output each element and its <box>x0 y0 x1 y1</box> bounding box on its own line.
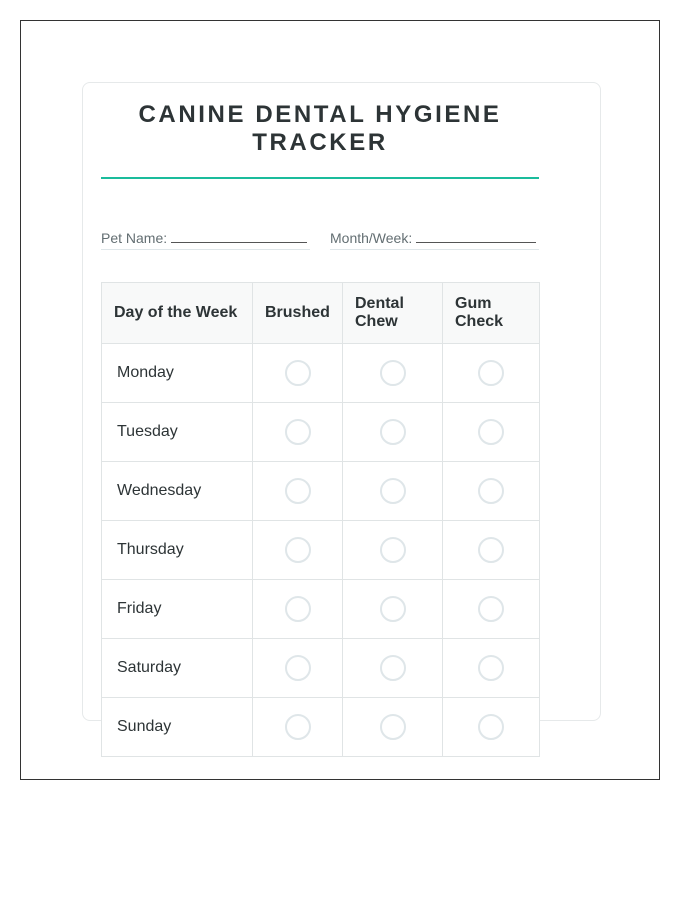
month-week-field[interactable] <box>330 228 539 250</box>
brushed-checkbox[interactable] <box>285 478 311 504</box>
brushed-cell <box>253 344 343 403</box>
gum-check-checkbox[interactable] <box>478 596 504 622</box>
header-brushed: Brushed <box>253 283 343 344</box>
gum-check-checkbox[interactable] <box>478 478 504 504</box>
dental-chew-cell <box>343 698 443 757</box>
dental-chew-cell <box>343 403 443 462</box>
day-label: Sunday <box>102 698 253 757</box>
gum-check-checkbox[interactable] <box>478 537 504 563</box>
tracker-table <box>101 282 540 757</box>
brushed-checkbox[interactable] <box>285 419 311 445</box>
dental-chew-checkbox[interactable] <box>380 655 406 681</box>
gum-check-cell <box>443 698 540 757</box>
dental-chew-cell <box>343 580 443 639</box>
header-gum-check: Gum Check <box>443 283 540 344</box>
brushed-checkbox[interactable] <box>285 360 311 386</box>
table-row <box>102 344 540 403</box>
gum-check-checkbox[interactable] <box>478 419 504 445</box>
dental-chew-checkbox[interactable] <box>380 596 406 622</box>
brushed-cell <box>253 639 343 698</box>
dental-chew-checkbox[interactable] <box>380 478 406 504</box>
table-row <box>102 580 540 639</box>
gum-check-cell <box>443 521 540 580</box>
header-day-of-week: Day of the Week <box>102 283 253 344</box>
table-header-row <box>102 283 540 344</box>
brushed-checkbox[interactable] <box>285 655 311 681</box>
day-label: Thursday <box>102 521 253 580</box>
day-label: Monday <box>102 344 253 403</box>
dental-chew-cell <box>343 344 443 403</box>
page-title: CANINE DENTAL HYGIENE TRACKER <box>138 101 502 156</box>
gum-check-checkbox[interactable] <box>478 360 504 386</box>
dental-chew-checkbox[interactable] <box>380 714 406 740</box>
gum-check-checkbox[interactable] <box>478 714 504 740</box>
brushed-cell <box>253 580 343 639</box>
table-row <box>102 403 540 462</box>
brushed-checkbox[interactable] <box>285 714 311 740</box>
brushed-cell <box>253 698 343 757</box>
day-label: Wednesday <box>102 462 253 521</box>
month-week-label: Month/Week: <box>330 230 413 246</box>
table-row <box>102 698 540 757</box>
table-row <box>102 462 540 521</box>
table-row <box>102 521 540 580</box>
day-label: Tuesday <box>102 403 253 462</box>
month-week-blank[interactable] <box>416 228 536 243</box>
day-label: Saturday <box>102 639 253 698</box>
gum-check-cell <box>443 462 540 521</box>
brushed-cell <box>253 521 343 580</box>
pet-name-blank[interactable] <box>171 228 307 243</box>
dental-chew-cell <box>343 462 443 521</box>
brushed-checkbox[interactable] <box>285 596 311 622</box>
dental-chew-checkbox[interactable] <box>380 537 406 563</box>
day-label: Friday <box>102 580 253 639</box>
pet-name-label: Pet Name: <box>101 230 168 246</box>
gum-check-cell <box>443 639 540 698</box>
gum-check-cell <box>443 403 540 462</box>
gum-check-cell <box>443 344 540 403</box>
gum-check-cell <box>443 580 540 639</box>
dental-chew-checkbox[interactable] <box>380 360 406 386</box>
brushed-checkbox[interactable] <box>285 537 311 563</box>
dental-chew-checkbox[interactable] <box>380 419 406 445</box>
pet-name-field[interactable] <box>101 228 310 250</box>
title-divider <box>101 177 539 179</box>
dental-chew-cell <box>343 521 443 580</box>
dental-chew-cell <box>343 639 443 698</box>
gum-check-checkbox[interactable] <box>478 655 504 681</box>
brushed-cell <box>253 403 343 462</box>
brushed-cell <box>253 462 343 521</box>
header-dental-chew: Dental Chew <box>343 283 443 344</box>
table-row <box>102 639 540 698</box>
